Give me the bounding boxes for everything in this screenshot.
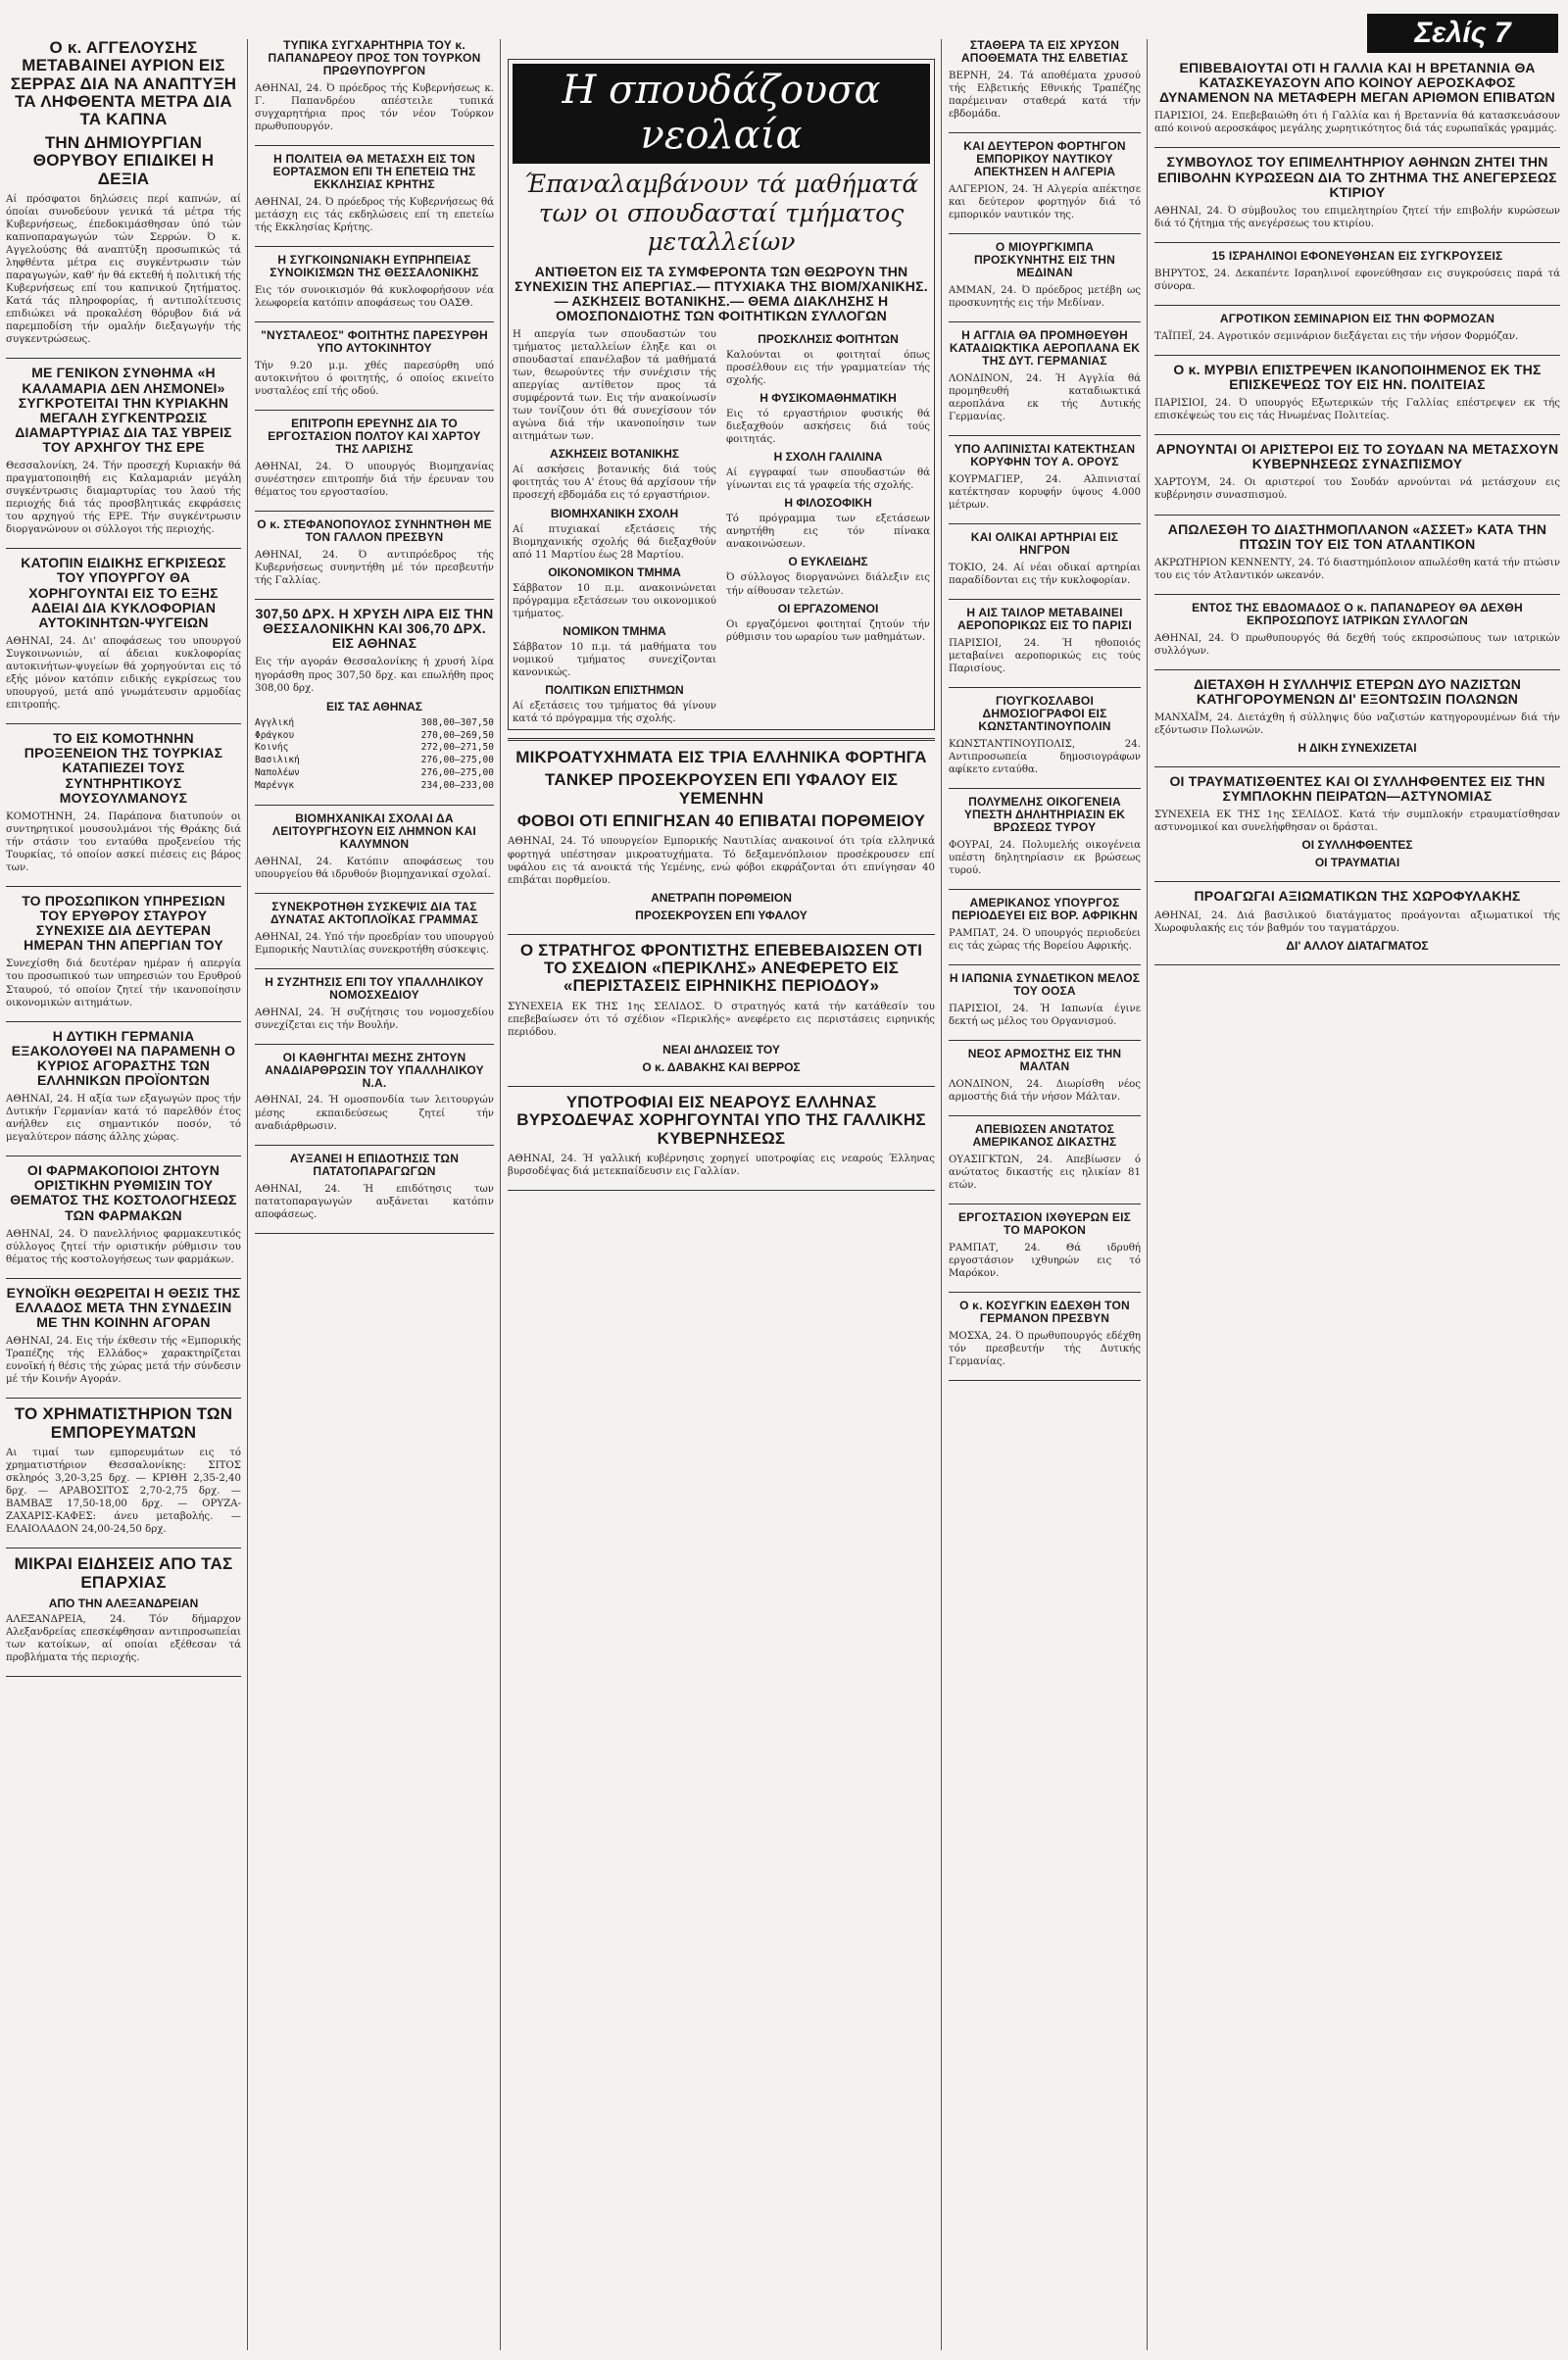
rates-coin: Αγγλική [255,716,295,728]
divider [255,511,494,512]
section-title: ΑΣΚΗΣΕΙΣ ΒΟΤΑΝΙΚΗΣ [550,447,679,462]
article-headline: ΑΥΞΑΝΕΙ Η ΕΠΙΔΟΤΗΣΙΣ ΤΩΝ ΠΑΤΑΤΟΠΑΡΑΓΩΓΩΝ [289,1151,460,1178]
divider [6,548,241,549]
divider [949,687,1141,688]
lead-headline: ΑΝΤΙΘΕΤΟΝ ΕΙΣ ΤΑ ΣΥΜΦΕΡΟΝΤΑ ΤΩΝ ΘΕΩΡΟΥΝ ΤΗΝ ΣΥΝΕΧΙΣΙΝ ΤΗΣ ΑΠΕΡΓΙΑΣ.— ΠΤΥΧΙΑΚΑ ΤΗΣ ΒΙΟΜ/ΧΑΝΙΚΗΣ.— ΑΣΚΗΣΕΙΣ ΒΟΤΑΝΙΚΗΣ.— ΘΕΜΑ ΔΙΑΚΛΗΣΗΣ Η ΟΜΟΣΠΟΝΔΙΟΤΗΣ ΤΩΝ ΦΟΙΤΗΤΙΚΩΝ ΣΥΛΛΟΓΩΝ [514,263,928,323]
article-headline: Η ΣΥΖΗΤΗΣΙΣ ΕΠΙ ΤΟΥ ΥΠΑΛΛΗΛΙΚΟΥ ΝΟΜΟΣΧΕΔΙΟΥ [265,974,484,1002]
divider [1154,964,1560,965]
article-headline: "ΝΥΣΤΑΛΕΟΣ" ΦΟΙΤΗΤΗΣ ΠΑΡΕΣΥΡΘΗ ΥΠΟ ΑΥΤΟΚΙΝΗΤΟΥ [261,328,488,355]
article-headline: Η ΠΟΛΙΤΕΙΑ ΘΑ ΜΕΤΑΣΧΗ ΕΙΣ ΤΟΝ ΕΟΡΤΑΣΜΟΝ ΕΠΙ ΤΗ ΕΠΕΤΕΙΩ ΤΗΣ ΕΚΚΛΗΣΙΑΣ ΚΡΗΤΗΣ [272,152,476,191]
article [949,531,1141,587]
article [255,1052,494,1133]
divider [6,1676,241,1677]
article-headline: Ο κ. ΑΓΓΕΛΟΥΣΗΣ ΜΕΤΑΒΑΙΝΕΙ ΑΥΡΙΟΝ ΕΙΣ ΣΕΡΡΑΣ ΔΙΑ ΝΑ ΑΝΑΠΤΥΞΗ ΤΑ ΛΗΦΘΕΝΤΑ ΜΕΤΡΑ ΔΙΑ ΤΑ ΚΑΠΝΑ [10,39,237,129]
article-body: ΑΘΗΝΑΙ, 24. Η αξία των εξαγωγών προς τήν Δυτικήν Γερμανίαν κατά τό παρελθόν έτος ανήλθεν εις σημαντικόν ποσόν, τό μεγαλύτερον πάσης άλλης χώρας. [6,1094,241,1144]
column-4 [949,39,1141,2352]
article-body: ΑΘΗΝΑΙ, 24. Ή γαλλική κυβέρνησις χορηγεί υποτροφίας εις νεαρούς Έλληνας βυρσοδέψας διά μετεκπαίδευσιν εις Γαλλίαν. [508,1153,935,1177]
article-headline: ΑΜΕΡΙΚΑΝΟΣ ΥΠΟΥΡΓΟΣ ΠΕΡΙΟΔΕΥΕΙ ΕΙΣ ΒΟΡ. ΑΦΡΙΚΗΝ [952,896,1138,923]
article-headline: ΕΡΓΟΣΤΑΣΙΟΝ ΙΧΘΥΕΡΩΝ ΕΙΣ ΤΟ ΜΑΡΟΚΟΝ [957,1210,1132,1238]
article-body: Τήν 9.20 μ.μ. χθές παρεσύρθη υπό αυτοκινήτου ό φοιτητής, ό οποίος εκινείτο νυσταλέος επί τής οδού. [255,360,494,398]
article [6,1405,241,1536]
article [949,140,1141,221]
article-headline: ΕΠΙΤΡΟΠΗ ΕΡΕΥΝΗΣ ΔΙΑ ΤΟ ΕΡΓΟΣΤΑΣΙΟΝ ΠΟΛΤΟΥ ΚΑΙ ΧΑΡΤΟΥ ΤΗΣ ΛΑΡΙΣΗΣ [268,417,481,456]
article-headline: Η ΙΑΠΩΝΙΑ ΣΥΝΔΕΤΙΚΟΝ ΜΕΛΟΣ ΤΟΥ ΟΟΣΑ [949,971,1141,999]
article-body: ΒΗΡΥΤΟΣ, 24. Δεκαπέντε Ισραηλινοί εφονεύθησαν εις συγκρούσεις παρά τά σύνορα. [1154,268,1560,292]
article [255,518,494,587]
article-headline: ΚΑΙ ΟΛΙΚΑΙ ΑΡΤΗΡΙΑΙ ΕΙΣ ΗΝΓΡΟΝ [970,530,1119,558]
article-headline: Ο κ. ΣΤΕΦΑΝΟΠΟΥΛΟΣ ΣΥΝΗΝΤΗΘΗ ΜΕ ΤΟΝ ΓΑΛΛΟΝ ΠΡΕΣΒΥΝ [257,517,492,545]
article [1154,602,1560,658]
divider [508,1190,935,1191]
divider [255,410,494,411]
article-body: ΚΩΝΣΤΑΝΤΙΝΟΥΠΟΛΙΣ, 24. Αντιπροσωπεία δημοσιογράφων αφίκετο ενταύθα. [949,739,1141,776]
rates-coin: Κοινής [255,742,289,754]
divider [1154,669,1560,670]
rates-coin: Ναπολέων [255,767,300,779]
article-headline: ΚΑΤΟΠΙΝ ΕΙΔΙΚΗΣ ΕΓΚΡΙΣΕΩΣ ΤΟΥ ΥΠΟΥΡΓΟΥ ΘΑ ΧΟΡΗΓΟΥΝΤΑΙ ΕΙΣ ΤΟ ΕΞΗΣ ΑΔΕΙΑΙ ΔΙΑ ΚΥΚΛΟΦΟΡΙΑΝ ΑΥΤΟΚΙΝΗΤΩΝ-ΨΥΓΕΙΩΝ [21,555,226,630]
section-title: ΟΙΚΟΝΟΜΙΚΟΝ ΤΜΗΜΑ [548,565,681,579]
article-headline: ΑΠΩΛΕΣΘΗ ΤΟ ΔΙΑΣΤΗΜΟΠΛΑΝΟΝ «ΑΣΣΕΤ» ΚΑΤΑ ΤΗΝ ΠΤΩΣΙΝ ΤΟΥ ΕΙΣ ΤΟΝ ΑΤΛΑΝΤΙΚΟΝ [1167,520,1547,552]
divider [508,738,935,741]
rates-price: 270,00—269,50 [420,729,494,741]
section-body: Αί εξετάσεις του τμήματος θά γίνουν κατά τό πρόγραμμα τής σχολής. [513,700,716,724]
divider [6,886,241,887]
section-body: Αί εγγραφαί των σπουδαστών θά γίνωνται εις τά γραφεία τής σχολής. [726,467,930,492]
article-headline: ΝΕΟΣ ΑΡΜΟΣΤΗΣ ΕΙΣ ΤΗΝ ΜΑΛΤΑΝ [967,1047,1122,1074]
divider [949,132,1141,133]
section-body: Σάββατον 10 π.μ. ανακοινώνεται πρόγραμμα εξετάσεων του οικονομικού τμήματος. [513,582,716,619]
article-body: ΑΘΗΝΑΙ, 24. Ό αντιπρόεδρος τής Κυβερνήσεως συνηντήθη μέ τόν πρεσβευτήν τής Γαλλίας. [255,550,494,587]
article-subhead: ΑΠΟ ΤΗΝ ΑΛΕΞΑΝΔΡΕΙΑΝ [48,1597,199,1611]
article-headline: ΟΙ ΦΑΡΜΑΚΟΠΟΙΟΙ ΖΗΤΟΥΝ ΟΡΙΣΤΙΚΗΝ ΡΥΘΜΙΣΙΝ ΤΟΥ ΘΕΜΑΤΟΣ ΤΗΣ ΚΟΣΤΟΛΟΓΗΣΕΩΣ ΤΩΝ ΦΑΡΜΑΚΩΝ [10,1162,237,1223]
rates-row [255,717,494,730]
article-body: ΟΥΑΣΙΓΚΤΩΝ, 24. Απεβίωσεν ό ανώτατος δικαστής εις ηλικίαν 81 ετών. [949,1155,1141,1192]
article-body: ΜΑΝΧΑΪΜ, 24. Διετάχθη ή σύλληψις δύο ναζιστών κατηγορουμένων διά τήν εξόντωσιν Πολωνών. [1154,713,1560,737]
article-headline: ΒΙΟΜΗΧΑΝΙΚΑΙ ΣΧΟΛΑΙ ΔΑ ΛΕΙΤΟΥΡΓΗΣΟΥΝ ΕΙΣ ΛΗΜΝΟΝ ΚΑΙ ΚΑΛΥΜΝΟΝ [272,811,476,851]
article-headline: ΤΥΠΙΚΑ ΣΥΓΧΑΡΗΤΗΡΙΑ ΤΟΥ κ. ΠΑΠΑΝΔΡΕΟΥ ΠΡΟΣ ΤΟΝ ΤΟΥΡΚΟΝ ΠΡΩΘΥΠΟΥΡΓΟΝ [268,39,481,77]
divider [508,1086,935,1087]
article [6,1163,241,1266]
article-body: ΑΘΗΝΑΙ, 24. Ό υπουργός Βιομηχανίας συνέστησεν επιτροπήν διά τήν έρευναν του θέματος του εργοστασίου. [255,461,494,499]
section-title: ΒΙΟΜΗΧΑΝΙΚΗ ΣΧΟΛΗ [550,506,679,520]
divider [6,1548,241,1549]
rates-price: 308,00—307,50 [420,716,494,728]
article-headline: ΕΝΤΟΣ ΤΗΣ ΕΒΔΟΜΑΔΟΣ Ο κ. ΠΑΠΑΝΔΡΕΟΥ ΘΑ ΔΕΧΘΗ ΕΚΠΡΟΣΩΠΟΥΣ ΙΑΤΡΙΚΩΝ ΣΥΛΛΟΓΩΝ [1192,600,1523,627]
page-number: Σελίς 7 [1367,14,1558,53]
article [1154,522,1560,582]
rates-row [255,767,494,780]
article-subhead: Η ΔΙΚΗ ΣΥΝΕΧΙΖΕΤΑΙ [1298,741,1417,756]
article [255,329,494,398]
rates-coin: Μαρένγκ [255,779,295,791]
divider [255,145,494,146]
article-body: ΠΑΡΙΣΙΟΙ, 24. Ό υπουργός Εξωτερικών τής Γαλλίας επέστρεψεν εκ τής επισκέψεώς του εις τάς Ηνωμένας Πολιτείας. [1154,398,1560,422]
section-banner: Η σπουδάζουσα νεολαία [513,64,930,164]
rates-coin: Φράγκου [255,729,295,741]
article-body: ΦΟΥΡΑΙ, 24. Πολυμελής οικογένεια υπέστη δηλητηρίασιν εκ βρώσεως τυρού. [949,840,1141,877]
article [949,1211,1141,1280]
article-body: ΠΑΡΙΣΙΟΙ, 24. Ή Ιαπωνία έγινε δεκτή ως μέλος του Οργανισμού. [949,1004,1141,1028]
article [949,695,1141,776]
article-body: ΤΑΪΠΕΪ, 24. Αγροτικόν σεμινάριον διεξάγεται εις τήν νήσον Φορμόζαν. [1154,330,1519,342]
rates-coin: Βασιλική [255,755,300,766]
article [6,1555,241,1664]
article-body: ΑΘΗΝΑΙ, 24. Υπό τήν προεδρίαν του υπουργού Εμπορικής Ναυτιλίας συνεκροτήθη σύσκεψις. [255,931,494,956]
section-subtitle: Έπαναλαμβάνουν τά μαθήματά των οι σπουδασταί τμήματος μεταλλείων [523,170,919,256]
section-body: Οι εργαζόμενοι φοιτηταί ζητούν τήν ρύθμισιν του ωραρίου των μαθημάτων. [726,618,930,643]
article-headline: Η ΑΓΓΛΙΑ ΘΑ ΠΡΟΜΗΘΕΥΘΗ ΚΑΤΑΔΙΩΚΤΙΚΑ ΑΕΡΟΠΛΑΝΑ ΕΚ ΤΗΣ ΔΥΤ. ΓΕΡΜΑΝΙΑΣ [949,328,1141,368]
section-body: Ό σύλλογος διοργανώνει διάλεξιν εις τήν αίθουσαν τελετών. [726,572,930,597]
divider [949,788,1141,789]
divider [6,1278,241,1279]
section-title: Η ΦΥΣΙΚΟΜΑΘΗΜΑΤΙΚΗ [760,391,897,406]
article-body: Θεσσαλονίκη, 24. Τήν προσεχή Κυριακήν θά πραγματοποιηθή εις Καλαμαριάν μεγάλη συγκέντρωσις διαμαρτυρίας του λαού τής περιοχής διά τάς προσβλητικάς εκφράσεις του αρχηγού τής ΕΡΕ. Τήν συγκέντρωσιν διοργανώνουν οι σύλλογοι τής περιοχής. [6,461,241,536]
rates-row [255,742,494,755]
article [1154,155,1560,229]
divider [1154,242,1560,243]
article-headline: Ο κ. ΚΟΣΥΓΚΙΝ ΕΔΕΧΘΗ ΤΟΝ ΓΕΡΜΑΝΟΝ ΠΡΕΣΒΥΝ [959,1299,1130,1326]
rates-row [255,755,494,767]
divider [508,934,935,935]
article-headline: ΤΟ ΠΡΟΣΩΠΙΚΟΝ ΥΠΗΡΕΣΙΩΝ ΤΟΥ ΕΡΥΘΡΟΥ ΣΤΑΥΡΟΥ ΣΥΝΕΧΙΣΕ ΔΙΑ ΔΕΥΤΕΡΑΝ ΗΜΕΡΑΝ ΤΗΝ ΑΠΕΡΓΙΑΝ ΤΟΥ [22,892,225,954]
article [6,1029,241,1145]
divider [1154,434,1560,435]
article-headline: ΣΤΑΘΕΡΑ ΤΑ ΕΙΣ ΧΡΥΣΟΝ ΑΠΟΘΕΜΑΤΑ ΤΗΣ ΕΛΒΕΤΙΑΣ [960,39,1129,65]
divider [949,1380,1141,1381]
article-headline: ΑΡΝΟΥΝΤΑΙ ΟΙ ΑΡΙΣΤΕΡΟΙ ΕΙΣ ΤΟ ΣΟΥΔΑΝ ΝΑ ΜΕΤΑΣΧΟΥΝ ΚΥΒΕΡΝΗΣΕΩΣ ΣΥΝΑΣΠΙΣΜΟΥ [1155,441,1559,472]
article-headline: Ο ΜΙΟΥΡΓΚΙΜΠΑ ΠΡΟΣΚΥΝΗΤΗΣ ΕΙΣ ΤΗΝ ΜΕΔΙΝΑΝ [973,240,1116,279]
article-body: Εις τήν αγοράν Θεσσαλονίκης ή χρυσή λίρα ηγοράσθη προς 307,50 δρχ. και επωλήθη προς 308,00 δρχ. [255,657,494,694]
divider [255,321,494,322]
article [255,153,494,234]
section-title: Η ΣΧΟΛΗ ΓΑΛΙΛΙΝΑ [773,450,883,465]
article-body: ΑΘΗΝΑΙ, 24. Ό πρόεδρος τής Κυβερνήσεως κ. Γ. Παπανδρέου απέστειλε τυπικά συγχαρητήρια προς τόν νέον Τούρκον πρωθυπουργόν. [255,82,494,132]
divider [255,893,494,894]
article [508,749,935,922]
article-body: ΚΟΜΟΤΗΝΗ, 24. Παράπονα διατυπούν οι συντηρητικοί μουσουλμάνοι τής Θράκης διά τήν στάσιν του ενταύθα προξενείου τής Τουρκίας, τό οποίον ασκεί πιέσεις εις βάρος των. [6,811,241,873]
divider [949,599,1141,600]
divider [949,233,1141,234]
article-headline: ΟΙ ΤΡΑΥΜΑΤΙΣΘΕΝΤΕΣ ΚΑΙ ΟΙ ΣΥΛΛΗΦΘΕΝΤΕΣ ΕΙΣ ΤΗΝ ΣΥΜΠΛΟΚΗΝ ΠΕΙΡΑΤΩΝ—ΑΣΤΥΝΟΜΙΑΣ [1169,773,1545,805]
column-2 [255,39,494,2352]
article [255,418,494,499]
article [1154,677,1560,755]
article-body: ΑΘΗΝΑΙ, 24. Διά βασιλικού διατάγματος προάγονται αξιωματικοί τής Χωροφυλακής εις τόν βαθμόν του ταγματάρχου. [1154,910,1560,934]
divider [6,1155,241,1156]
student-section [508,59,935,730]
article [949,607,1141,675]
section-body: Αί πτυχιακαί εξετάσεις τής Βιομηχανικής σχολής θά διεξαχθούν από 11 Μαρτίου έως 28 Μαρτίου. [513,523,716,561]
article-body: ΑΘΗΝΑΙ, 24. Ό πρόεδρος τής Κυβερνήσεως θά μετάσχη εις τάς εκδηλώσεις επί τη επετείω τής Εκκλησίας Κρήτης. [255,196,494,233]
column-5 [1154,61,1560,2352]
article-body: ΠΑΡΙΣΙΟΙ, 24. Επεβεβαιώθη ότι ή Γαλλία και ή Βρεταννία θά κατασκευάσουν από κοινού αεροσκάφος μεγάλης χωρητικότητος διά τάς ευρωπαϊκάς γραμμάς. [1154,111,1560,135]
section-body: Εις τό εργαστήριον φυσικής θά διεξαχθούν ασκήσεις διά τούς φοιτητάς. [726,409,930,446]
divider [6,723,241,724]
article-headline: ΕΠΙΒΕΒΑΙΟΥΤΑΙ ΟΤΙ Η ΓΑΛΛΙΑ ΚΑΙ Η ΒΡΕΤΑΝΝΙΑ ΘΑ ΚΑΤΑΣΚΕΥΑΣΟΥΝ ΑΠΟ ΚΟΙΝΟΥ ΑΕΡΟΣΚΑΦΟΣ ΔΥΝΑΜΕΝΟΝ ΝΑ ΜΕΤΑΦΕΡΗ ΜΕΓΑΝ ΑΡΙΘΜΟΝ ΕΠΙΒΑΤΩΝ [1159,61,1555,106]
article [1154,889,1560,952]
article-headline: ΣΥΜΒΟΥΛΟΣ ΤΟΥ ΕΠΙΜΕΛΗΤΗΡΙΟΥ ΑΘΗΝΩΝ ΖΗΤΕΙ ΤΗΝ ΕΠΙΒΟΛΗΝ ΚΥΡΩΣΕΩΝ ΔΙΑ ΤΟ ΖΗΤΗΜΑ ΤΗΣ ΑΝΕΓΕΡΣΕΩΣ ΚΤΙΡΙΟΥ [1157,154,1557,200]
article-body: ΑΜΜΑΝ, 24. Ό πρόεδρος μετέβη ως προσκυνητής εις τήν Μεδίναν. [949,284,1141,309]
article [508,942,935,1074]
article-headline: ΤΑΝΚΕΡ ΠΡΟΣΕΚΡΟΥΣΕΝ ΕΠΙ ΥΦΑΛΟΥ ΕΙΣ ΥΕΜΕΝΗΝ [545,770,898,808]
article-headline: ΟΙ ΚΑΘΗΓΗΤΑΙ ΜΕΣΗΣ ΖΗΤΟΥΝ ΑΝΑΔΙΑΡΘΡΩΣΙΝ ΤΟΥ ΥΠΑΛΛΗΛΙΚΟΥ Ν.Α. [265,1050,484,1090]
rates-title: ΕΙΣ ΤΑΣ ΑΘΗΝΑΣ [326,699,422,713]
article-headline: ΜΙΚΡΑΙ ΕΙΔΗΣΕΙΣ ΑΠΟ ΤΑΣ ΕΠΑΡΧΙΑΣ [14,1554,233,1592]
article-headline: ΔΙΕΤΑΧΘΗ Η ΣΥΛΛΗΨΙΣ ΕΤΕΡΩΝ ΔΥΟ ΝΑΖΙΣΤΩΝ ΚΑΤΗΓΟΡΟΥΜΕΝΩΝ ΔΙ' ΕΞΟΝΤΩΣΙΝ ΠΟΛΩΝΩΝ [1193,675,1522,707]
article-headline: ΤΗΝ ΔΗΜΙΟΥΡΓΙΑΝ ΘΟΡΥΒΟΥ ΕΠΙΔΙΚΕΙ Η ΔΕΞΙΑ [32,132,215,188]
article-headline: ΠΡΟΑΓΩΓΑΙ ΑΞΙΩΜΑΤΙΚΩΝ ΤΗΣ ΧΩΡΟΦΥΛΑΚΗΣ [1194,888,1521,905]
article-headline: Η ΔΥΤΙΚΗ ΓΕΡΜΑΝΙΑ ΕΞΑΚΟΛΟΥΘΕΙ ΝΑ ΠΑΡΑΜΕΝΗ Ο ΚΥΡΙΟΣ ΑΓΟΡΑΣΤΗΣ ΤΩΝ ΕΛΛΗΝΙΚΩΝ ΠΡΟΪΟΝΤΩΝ [11,1027,236,1088]
article-headline: ΤΟ ΧΡΗΜΑΤΙΣΤΗΡΙΟΝ ΤΩΝ ΕΜΠΟΡΕΥΜΑΤΩΝ [14,1404,233,1442]
article [1154,442,1560,502]
article-headline: ΦΟΒΟΙ ΟΤΙ ΕΠΝΙΓΗΣΑΝ 40 ΕΠΙΒΑΤΑΙ ΠΟΡΘΜΕΙΟΥ [516,811,926,831]
divider [1154,766,1560,767]
article-body: ΛΟΝΔΙΝΟΝ, 24. Ή Αγγλία θά προμηθευθή καταδιωκτικά αεροπλάνα εκ τής Δυτικής Γερμανίας. [949,372,1141,423]
article [508,1094,935,1178]
student-news-right [726,328,930,725]
divider [255,1044,494,1045]
article-subhead: ΔΙ' ΑΛΛΟΥ ΔΙΑΤΑΓΜΑΤΟΣ [1286,938,1429,953]
rates-row [255,730,494,743]
divider [255,246,494,247]
article-body: ΠΑΡΙΣΙΟΙ, 24. Ή ηθοποιός μεταβαίνει αεροπορικώς εις τούς Παρισίους. [949,638,1141,675]
article-body: Αί πρόσφατοι δηλώσεις περί καπνών, αί όποίαι συνοδεύουν γενικά τά μέτρα τής Κυβερνήσεως, έπεδοκιμάσθησαν ύπό τών καπνοπαραγωγών τών Σερρών. Ό κ. Αγγελούσης θά αναπτύξη προσωπικώς τά ληφθέντα μέτρα εις συγκέντρωσιν τών παραγωγών, καθ' ήν θά εκτεθή ή πολιτική τής Κυβερνήσεως επί του καπνικού ζητήματος. Κατά τάς πληροφορίας, ή αντιπολίτευσις επιδιώκει νά προκαλέση θόρυβον διά νά παρεμποδίση τήν ομαλήν διεξαγωγήν τής συγκεντρώσεως. [6,193,241,346]
article-subhead: ΟΙ ΣΥΛΛΗΦΘΕΝΤΕΣ [1301,838,1413,853]
article-headline: Η ΣΥΓΚΟΙΝΩΝΙΑΚΗ ΕΥΠΡΗΠΕΙΑΣ ΣΥΝΟΙΚΙΣΜΩΝ ΤΗΣ ΘΕΣΣΑΛΟΝΙΚΗΣ [270,253,479,279]
article-headline: Η ΑΙΣ ΤΑΙΛΟΡ ΜΕΤΑΒΑΙΝΕΙ ΑΕΡΟΠΟΡΙΚΩΣ ΕΙΣ ΤΟ ΠΑΡΙΣΙ [956,606,1133,633]
divider [1154,147,1560,148]
article [949,329,1141,423]
article-body: ΜΟΣΧΑ, 24. Ό πρωθυπουργός εδέχθη τόν πρεσβευτήν τής Δυτικής Γερμανίας. [949,1331,1141,1368]
article-headline: ΑΠΕΒΙΩΣΕΝ ΑΝΩΤΑΤΟΣ ΑΜΕΡΙΚΑΝΟΣ ΔΙΚΑΣΤΗΣ [972,1122,1117,1150]
article [949,241,1141,310]
article-body: ΑΘΗΝΑΙ, 24. Ό πρωθυπουργός θά δεχθή τούς εκπροσώπους των ιατρικών συλλόγων. [1154,632,1560,657]
column-divider [941,39,942,2350]
column-divider [500,39,501,2350]
section-title: Ο ΕΥΚΛΕΙΔΗΣ [788,555,868,569]
divider [949,1292,1141,1293]
article-headline: 307,50 ΔΡΧ. Η ΧΡΥΣΗ ΛΙΡΑ ΕΙΣ ΤΗΝ ΘΕΣΣΑΛΟΝΙΚΗΝ ΚΑΙ 306,70 ΔΡΧ. ΕΙΣ ΑΘΗΝΑΣ [255,606,494,652]
rates-price: 276,00—275,00 [420,755,494,766]
article [1154,363,1560,422]
article-headline: ΕΥΝΟΪΚΗ ΘΕΩΡΕΙΤΑΙ Η ΘΕΣΙΣ ΤΗΣ ΕΛΛΑΔΟΣ ΜΕΤΑ ΤΗΝ ΣΥΝΔΕΣΙΝ ΜΕ ΤΗΝ ΚΟΙΝΗΝ ΑΓΟΡΑΝ [6,1284,241,1331]
article [255,901,494,957]
article [255,812,494,881]
article [1154,313,1560,343]
article-body: Συνεχίσθη διά δευτέραν ημέραν ή απεργία του προσωπικού των υπηρεσιών του Ερυθρού Σταυρού, τό οποίον ζητεί τήν ικανοποίησιν οικονομικών αιτημάτων. [6,959,241,1008]
divider [6,1398,241,1399]
rates-price: 276,00—275,00 [420,767,494,779]
divider [255,805,494,806]
gold-rates-table [255,699,494,793]
article [255,607,494,793]
article-headline: ΣΥΝΕΚΡΟΤΗΘΗ ΣΥΣΚΕΨΙΣ ΔΙΑ ΤΑΣ ΔΥΝΑΤΑΣ ΑΚΤΟΠΛΟΪΚΑΣ ΓΡΑΜΜΑΣ [270,899,478,926]
article [949,1123,1141,1192]
article-headline: ΜΕ ΓΕΝΙΚΟΝ ΣΥΝΘΗΜΑ «Η ΚΑΛΑΜΑΡΙΑ ΔΕΝ ΛΗΣΜΟΝΕΙ» ΣΥΓΚΡΟΤΕΙΤΑΙ ΤΗΝ ΚΥΡΙΑΚΗΝ ΜΕΓΑΛΗ ΣΥΓΚΕΝΤΡΩΣΙΣ ΔΙΑΜΑΡΤΥΡΙΑΣ ΔΙΑ ΤΑΣ ΥΒΡΕΙΣ ΤΟΥ ΑΡΧΗΓΟΥ ΤΗΣ ΕΡΕ [15,365,232,455]
divider [1154,305,1560,306]
article [255,1153,494,1221]
article [949,39,1141,121]
divider [255,599,494,600]
article-body: ΑΘΗΝΑΙ, 24. Ό πανελλήνιος φαρμακευτικός σύλλογος ζητεί τήν οριστικήν ρύθμισιν του θέματος τής κοστολογήσεως των φαρμάκων. [6,1228,241,1265]
divider [1154,881,1560,882]
divider [1154,594,1560,595]
article-headline: Ο ΣΤΡΑΤΗΓΟΣ ΦΡΟΝΤΙΣΤΗΣ ΕΠΕΒΕΒΑΙΩΣΕΝ ΟΤΙ ΤΟ ΣΧΕΔΙΟΝ «ΠΕΡΙΚΛΗΣ» ΑΝΕΦΕΡΕΤΟ ΕΙΣ «ΠΕΡΙΣΤΑΣΕΙΣ ΕΙΡΗΝΙΚΗΣ ΠΕΡΙΟΔΟΥ» [519,940,923,996]
article-headline: ΠΟΛΥΜΕΛΗΣ ΟΙΚΟΓΕΝΕΙΑ ΥΠΕΣΤΗ ΔΗΛΗΤΗΡΙΑΣΙΝ ΕΚ ΒΡΩΣΕΩΣ ΤΥΡΟΥ [963,795,1126,835]
article-subhead: ΝΕΑΙ ΔΗΛΩΣΕΙΣ ΤΟΥ [662,1042,780,1057]
column-divider [247,39,248,2350]
article [949,1048,1141,1104]
divider [1154,355,1560,356]
article-subhead: Ο κ. ΔΑΒΑΚΗΣ ΚΑΙ ΒΕΡΡΟΣ [642,1059,801,1074]
article [255,254,494,310]
article [949,1300,1141,1368]
article-body: ΑΘΗΝΑΙ, 24. Τό υπουργείον Εμπορικής Ναυτιλίας ανακοινοί ότι τρία ελληνικά φορτηγά υπέστησαν μικροατυχήματα. Τό δεξαμενόπλοιον προσέκρουσεν επί υφάλου εις τά ανοικτά τής Υεμένης, ενώ φόβοι εκφράζονται ότι επνίγησαν 40 επιβάται πορθμείου. [508,836,935,886]
section-body: Καλούνται οι φοιτηταί όπως προσέλθουν εις τήν γραμματείαν τής σχολής. [726,349,930,387]
article-body: ΑΘΗΝΑΙ, 24. Ή επιδότησις των πατατοπαραγωγών αυξάνεται κατόπιν αποφάσεως. [255,1183,494,1220]
column-1 [6,39,241,2352]
article [255,39,494,133]
student-news-left [513,328,716,725]
article [1154,61,1560,135]
article [6,556,241,712]
divider [255,968,494,969]
section-title: ΝΟΜΙΚΟΝ ΤΜΗΜΑ [563,623,666,638]
article-headline: ΥΠΟ ΑΛΠΙΝΙΣΤΑΙ ΚΑΤΕΚΤΗΣΑΝ ΚΟΡΥΦΗΝ ΤΟΥ Α. ΟΡΟΥΣ [954,442,1136,469]
article-body: ΑΘΗΝΑΙ, 24. Ή ομοσπονδία των λειτουργών μέσης εκπαιδεύσεως ζητεί τήν αναδιάρθρωσιν. [255,1095,494,1132]
section-body: Τό πρόγραμμα των εξετάσεων ανηρτήθη εις τόν πίνακα ανακοινώσεων. [726,514,930,551]
article-body: ΒΕΡΝΗ, 24. Τά αποθέματα χρυσού τής Ελβετικής Εθνικής Τραπέζης παρέμειναν σταθερά κατά τήν εβδομάδα. [949,70,1141,121]
article [255,976,494,1032]
rates-price: 234,00—233,00 [420,779,494,791]
article-body: ΑΚΡΩΤΗΡΙΟΝ ΚΕΝΝΕΝΤΥ, 24. Τό διαστημόπλοιον απωλέσθη κατά τήν πτώσιν του εις τόν Ατλαντικόν ωκεανόν. [1154,557,1560,581]
article-headline: ΥΠΟΤΡΟΦΙΑΙ ΕΙΣ ΝΕΑΡΟΥΣ ΕΛΛΗΝΑΣ ΒΥΡΣΟΔΕΨΑΣ ΧΟΡΗΓΟΥΝΤΑΙ ΥΠΟ ΤΗΣ ΓΑΛΛΙΚΗΣ ΚΥΒΕΡΝΗΣΕΩΣ [516,1092,926,1148]
article-headline: ΤΟ ΕΙΣ ΚΟΜΟΤΗΝΗΝ ΠΡΟΞΕΝΕΙΟΝ ΤΗΣ ΤΟΥΡΚΙΑΣ ΚΑΤΑΠΙΕΖΕΙ ΤΟΥΣ ΣΥΝΤΗΡΗΤΙΚΟΥΣ ΜΟΥΣΟΥΛΜΑΝΟΥΣ [24,730,223,806]
article-body: Αι τιμαί των εμπορευμάτων εις τό χρηματιστήριον Θεσσαλονίκης: ΣΙΤΟΣ σκληρός 3,20-3,25 δρχ. — ΚΡΙΘΗ 2,35-2,40 δρχ. — ΑΡΑΒΟΣΙΤΟΣ 2,70-2,75 δρχ. — ΒΑΜΒΑΞ 17,50-18,00 δρχ. — ΟΡΥΖΑ-ΖΑΧΑΡΙΣ-ΚΑΦΕΣ: άνευ μεταβολής. — ΕΛΑΙΟΛΑΔΟΝ 24,00-24,50 δρχ. [6,1448,241,1536]
divider [949,889,1141,890]
article-body: ΤΟΚΙΟ, 24. Αί νέαι οδικαί αρτηρίαι παραδίδονται εις τήν κυκλοφορίαν. [949,563,1141,587]
lead-body: Η απεργία των σπουδαστών του τμήματος μεταλλείων έληξε και οι σπουδασταί επανέλαβον τά μαθήματά των, θεωρούντες τήν συνέχισιν τής απεργίας αντίθετον προς τά συμφέροντά των. Εις τήν ανακοίνωσίν των τονίζουν ότι θά συνεχίσουν τόν αγώνα διά τήν ικανοποίησιν των αιτημάτων των. [513,328,716,443]
rates-price: 272,00—271,50 [420,742,494,754]
article-body: ΑΘΗΝΑΙ, 24. Ό σύμβουλος του επιμελητηρίου ζητεί τήν επιβολήν κυρώσεων διά τό ζήτημα τής ανεγέρσεως του κτιρίου. [1154,205,1560,229]
divider [255,1145,494,1146]
divider [949,321,1141,322]
article-headline: ΜΙΚΡΟΑΤΥΧΗΜΑΤΑ ΕΙΣ ΤΡΙΑ ΕΛΛΗΝΙΚΑ ΦΟΡΤΗΓΑ [515,748,927,767]
article [949,443,1141,512]
article-body: ΑΘΗΝΑΙ, 24. Εις τήν έκθεσιν τής «Εμπορικής Τραπέζης τής Ελλάδος» χαρακτηρίζεται ευνοϊκή ή θέσις τής χώρας μετά τήν σύνδεσιν μέ τήν Κοινήν Αγοράν. [6,1336,241,1386]
divider [949,964,1141,965]
article-headline: ΑΓΡΟΤΙΚΟΝ ΣΕΜΙΝΑΡΙΟΝ ΕΙΣ ΤΗΝ ΦΟΡΜΟΖΑΝ [1219,311,1495,325]
article [6,39,241,346]
section-title: Η ΦΙΛΟΣΟΦΙΚΗ [784,496,872,511]
divider [949,1115,1141,1116]
article-headline: ΚΑΙ ΔΕΥΤΕΡΟΝ ΦΟΡΤΗΓΟΝ ΕΜΠΟΡΙΚΟΥ ΝΑΥΤΙΚΟΥ ΑΠΕΚΤΗΣΕΝ Η ΑΛΓΕΡΙΑ [963,139,1126,178]
article-body: ΑΛΕΞΑΝΔΡΕΙΑ, 24. Τόν δήμαρχον Αλεξανδρείας επεσκέφθησαν αντιπροσωπείαι των κατοίκων, αί οποίαι εξέθεσαν τά προβλήματα τής περιοχής. [6,1614,241,1664]
article-body: ΧΑΡΤΟΥΜ, 24. Οι αριστεροί του Σουδάν αρνούνται νά μετάσχουν εις κυβέρνησιν συνασπισμού. [1154,477,1560,502]
article-subhead: ΠΡΟΣΕΚΡΟΥΣΕΝ ΕΠΙ ΥΦΑΛΟΥ [635,908,808,922]
divider [949,1040,1141,1041]
section-title: ΠΟΛΙΤΙΚΩΝ ΕΠΙΣΤΗΜΩΝ [545,682,684,697]
rates-row [255,780,494,793]
article-body: ΣΥΝΕΧΕΙΑ ΕΚ ΤΗΣ 1ης ΣΕΛΙΔΟΣ. Ό στρατηγός κατά τήν κατάθεσίν του επεβεβαίωσεν ότι τό σχέδιον «Περικλής» ανεφέρετο εις περιστάσεις ειρηνικής περιόδου. [508,1001,935,1038]
article-subhead: ΑΝΕΤΡΑΠΗ ΠΟΡΘΜΕΙΟΝ [651,890,792,905]
article [1154,250,1560,293]
divider [949,435,1141,436]
divider [949,1204,1141,1205]
article-headline: 15 ΙΣΡΑΗΛΙΝΟΙ ΕΦΟΝΕΥΘΗΣΑΝ ΕΙΣ ΣΥΓΚΡΟΥΣΕΙΣ [1211,248,1503,263]
article-body: ΑΘΗΝΑΙ, 24. Ή συζήτησις του νομοσχεδίου συνεχίζεται εις τήν Βουλήν. [255,1007,494,1031]
article-body: ΑΛΓΕΡΙΟΝ, 24. Ή Αλγερία απέκτησε και δεύτερον φορτηγόν διά τό εμπορικόν ναυτικόν της. [949,183,1141,221]
article [6,1286,241,1387]
article [1154,774,1560,869]
article-body: ΡΑΜΠΑΤ, 24. Θά ιδρυθή εργοστάσιον ιχθυηρών εις τό Μαρόκον. [949,1243,1141,1280]
article-body: ΑΘΗΝΑΙ, 24. Κατόπιν αποφάσεως του υπουργείου θά ιδρυθούν βιομηχανικαί σχολαί. [255,856,494,880]
article-body: ΣΥΝΕΧΕΙΑ ΕΚ ΤΗΣ 1ης ΣΕΛΙΔΟΣ. Κατά τήν συμπλοκήν ετραυματίσθησαν αστυνομικοί και συνελήφθησαν οι δράσται. [1154,810,1560,834]
article-body: ΛΟΝΔΙΝΟΝ, 24. Διωρίσθη νέος αρμοστής διά τήν νήσον Μάλταν. [949,1079,1141,1104]
article [949,897,1141,953]
divider [6,358,241,359]
column-divider [1147,39,1148,2350]
article [949,796,1141,877]
article-body: Εις τόν συνοικισμόν θά κυκλοφορήσουν νέα λεωφορεία κατόπιν αποφάσεως του ΟΑΣΘ. [255,284,494,309]
article-headline: ΓΙΟΥΓΚΟΣΛΑΒΟΙ ΔΗΜΟΣΙΟΓΡΑΦΟΙ ΕΙΣ ΚΩΝΣΤΑΝΤΙΝΟΥΠΟΛΙΝ [978,694,1111,734]
article [6,731,241,874]
section-title: ΠΡΟΣΚΛΗΣΙΣ ΦΟΙΤΗΤΩΝ [758,331,899,346]
article [6,366,241,536]
column-3 [508,59,935,2352]
article [6,894,241,1009]
article-body: ΚΟΥΡΜΑΓΙΕΡ, 24. Αλπινισταί κατέκτησαν κορυφήν ύψους 4.000 μέτρων. [949,474,1141,512]
divider [255,1233,494,1234]
article-body: ΑΘΗΝΑΙ, 24. Δι' αποφάσεως του υπουργού Συγκοινωνιών, αί άδειαι κυκλοφορίας αυτοκινήτων-ψυγείων θά χορηγούνται εις τό εξής μόνον κατόπιν ειδικής εγκρίσεως του υπουργού, μετά από γνωμάτευσιν αρμοδίας επιτροπής. [6,635,241,712]
article-subhead: ΟΙ ΤΡΑΥΜΑΤΙΑΙ [1314,856,1400,870]
divider [949,523,1141,524]
article-body: ΡΑΜΠΑΤ, 24. Ό υπουργός περιοδεύει εις τάς χώρας τής Βορείου Αφρικής. [949,928,1141,953]
divider [1154,515,1560,516]
divider [6,1021,241,1022]
section-body: Αί ασκήσεις βοτανικής διά τούς φοιτητάς του Α' έτους θά αρχίσουν τήν προσεχή εβδομάδα εις τό εργαστήριον. [513,465,716,502]
article-headline: Ο κ. ΜΥΡΒΙΛ ΕΠΙΣΤΡΕΨΕΝ ΙΚΑΝΟΠΟΙΗΜΕΝΟΣ ΕΚ ΤΗΣ ΕΠΙΣΚΕΨΕΩΣ ΤΟΥ ΕΙΣ ΗΝ. ΠΟΛΙΤΕΙΑΣ [1173,361,1542,392]
lower-articles [508,749,935,1191]
section-title: ΟΙ ΕΡΓΑΖΟΜΕΝΟΙ [777,601,879,615]
article [949,972,1141,1028]
section-body: Σάββατον 10 π.μ. τά μαθήματα του νομικού τμήματος συνεχίζονται κανονικώς. [513,641,716,678]
